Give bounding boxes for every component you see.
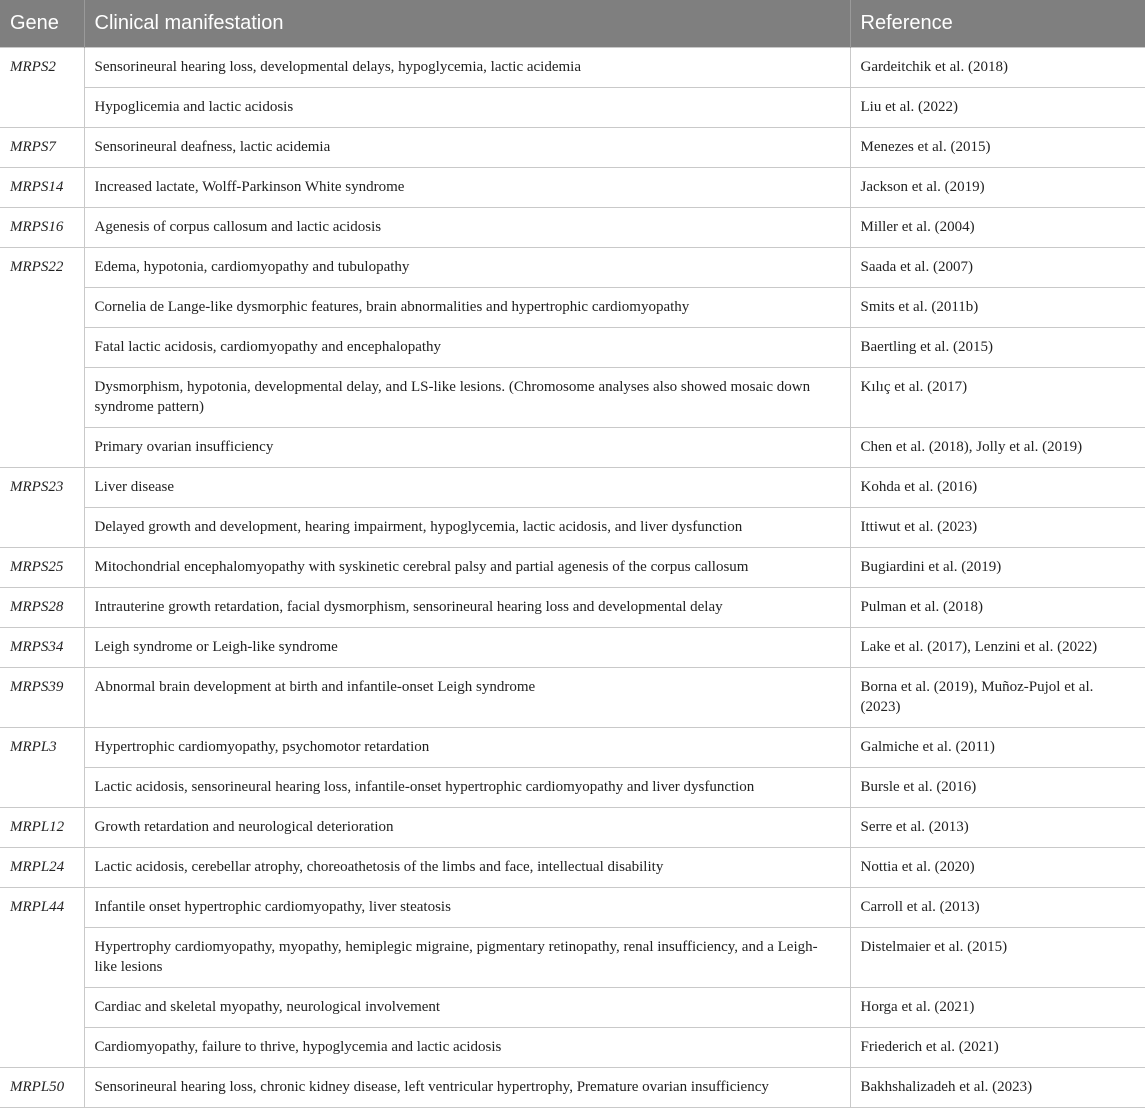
manifestation-cell: Agenesis of corpus callosum and lactic acidosis [84, 208, 850, 248]
manifestation-cell: Delayed growth and development, hearing impairment, hypoglycemia, lactic acidosis, and liver dysfunction [84, 508, 850, 548]
reference-cell: Carroll et al. (2013) [850, 888, 1145, 928]
reference-cell: Liu et al. (2022) [850, 88, 1145, 128]
table-row [0, 468, 1145, 508]
gene-cell: MRPL24 [0, 848, 84, 888]
gene-cell: MRPS16 [0, 208, 84, 248]
gene-cell: MRPS25 [0, 548, 84, 588]
gene-cell: MRPS14 [0, 168, 84, 208]
table-row [0, 48, 1145, 88]
manifestation-cell: Growth retardation and neurological deterioration [84, 808, 850, 848]
gene-cell: MRPS23 [0, 468, 84, 548]
manifestation-cell: Lactic acidosis, sensorineural hearing loss, infantile-onset hypertrophic cardiomyopathy and liver dysfunction [84, 768, 850, 808]
manifestation-cell: Infantile onset hypertrophic cardiomyopathy, liver steatosis [84, 888, 850, 928]
table-row [0, 428, 1145, 468]
gene-cell: MRPS28 [0, 588, 84, 628]
manifestation-cell: Leigh syndrome or Leigh-like syndrome [84, 628, 850, 668]
manifestation-cell: Hypertrophic cardiomyopathy, psychomotor retardation [84, 728, 850, 768]
manifestation-cell: Abnormal brain development at birth and infantile-onset Leigh syndrome [84, 668, 850, 728]
reference-cell: Ittiwut et al. (2023) [850, 508, 1145, 548]
reference-cell: Bakhshalizadeh et al. (2023) [850, 1068, 1145, 1108]
table-row [0, 988, 1145, 1028]
table-row [0, 728, 1145, 768]
gene-cell: MRPL3 [0, 728, 84, 808]
manifestation-cell: Lactic acidosis, cerebellar atrophy, choreoathetosis of the limbs and face, intellectual disability [84, 848, 850, 888]
gene-cell: MRPL50 [0, 1068, 84, 1108]
manifestation-cell: Hypertrophy cardiomyopathy, myopathy, hemiplegic migraine, pigmentary retinopathy, renal insufficiency, and a Leigh-like lesions [84, 928, 850, 988]
gene-cell: MRPS34 [0, 628, 84, 668]
table-row [0, 288, 1145, 328]
manifestation-cell: Sensorineural deafness, lactic acidemia [84, 128, 850, 168]
gene-cell: MRPS7 [0, 128, 84, 168]
gene-cell: MRPL12 [0, 808, 84, 848]
table-row [0, 588, 1145, 628]
reference-cell: Bursle et al. (2016) [850, 768, 1145, 808]
table-row [0, 168, 1145, 208]
reference-cell: Menezes et al. (2015) [850, 128, 1145, 168]
table-row [0, 368, 1145, 428]
manifestation-cell: Hypoglicemia and lactic acidosis [84, 88, 850, 128]
table-row [0, 768, 1145, 808]
reference-cell: Saada et al. (2007) [850, 248, 1145, 288]
reference-cell: Jackson et al. (2019) [850, 168, 1145, 208]
table-row [0, 668, 1145, 728]
header-clinical-manifestation: Clinical manifestation [84, 0, 850, 48]
manifestation-cell: Edema, hypotonia, cardiomyopathy and tubulopathy [84, 248, 850, 288]
reference-cell: Bugiardini et al. (2019) [850, 548, 1145, 588]
header-row [0, 0, 1145, 48]
table-row [0, 928, 1145, 988]
table-row [0, 88, 1145, 128]
reference-cell: Pulman et al. (2018) [850, 588, 1145, 628]
reference-cell: Gardeitchik et al. (2018) [850, 48, 1145, 88]
header-gene: Gene [0, 0, 84, 48]
table-row [0, 808, 1145, 848]
gene-cell: MRPS39 [0, 668, 84, 728]
table-row [0, 328, 1145, 368]
manifestation-cell: Dysmorphism, hypotonia, developmental delay, and LS-like lesions. (Chromosome analyses also showed mosaic down syndrome pattern) [84, 368, 850, 428]
manifestation-cell: Cardiac and skeletal myopathy, neurological involvement [84, 988, 850, 1028]
reference-cell: Lake et al. (2017), Lenzini et al. (2022) [850, 628, 1145, 668]
table-row [0, 1028, 1145, 1068]
reference-cell: Miller et al. (2004) [850, 208, 1145, 248]
manifestation-cell: Fatal lactic acidosis, cardiomyopathy and encephalopathy [84, 328, 850, 368]
reference-cell: Kohda et al. (2016) [850, 468, 1145, 508]
table-row [0, 248, 1145, 288]
manifestation-cell: Cornelia de Lange-like dysmorphic features, brain abnormalities and hypertrophic cardiomyopathy [84, 288, 850, 328]
reference-cell: Baertling et al. (2015) [850, 328, 1145, 368]
manifestation-cell: Intrauterine growth retardation, facial dysmorphism, sensorineural hearing loss and developmental delay [84, 588, 850, 628]
table-row [0, 628, 1145, 668]
gene-cell: MRPS22 [0, 248, 84, 468]
reference-cell: Serre et al. (2013) [850, 808, 1145, 848]
table-row [0, 848, 1145, 888]
manifestation-cell: Sensorineural hearing loss, chronic kidney disease, left ventricular hypertrophy, Premature ovarian insufficiency [84, 1068, 850, 1108]
manifestation-cell: Sensorineural hearing loss, developmental delays, hypoglycemia, lactic acidemia [84, 48, 850, 88]
table-row [0, 508, 1145, 548]
gene-cell: MRPL44 [0, 888, 84, 1068]
table-body [0, 48, 1145, 1108]
manifestation-cell: Increased lactate, Wolff-Parkinson White syndrome [84, 168, 850, 208]
manifestation-cell: Mitochondrial encephalomyopathy with syskinetic cerebral palsy and partial agenesis of the corpus callosum [84, 548, 850, 588]
reference-cell: Smits et al. (2011b) [850, 288, 1145, 328]
reference-cell: Distelmaier et al. (2015) [850, 928, 1145, 988]
manifestation-cell: Liver disease [84, 468, 850, 508]
header-reference: Reference [850, 0, 1145, 48]
gene-cell: MRPS2 [0, 48, 84, 128]
table-row [0, 548, 1145, 588]
table-header [0, 0, 1145, 48]
reference-cell: Chen et al. (2018), Jolly et al. (2019) [850, 428, 1145, 468]
reference-cell: Nottia et al. (2020) [850, 848, 1145, 888]
reference-cell: Borna et al. (2019), Muñoz-Pujol et al. (2023) [850, 668, 1145, 728]
table-row [0, 208, 1145, 248]
manifestation-cell: Primary ovarian insufficiency [84, 428, 850, 468]
reference-cell: Friederich et al. (2021) [850, 1028, 1145, 1068]
manifestation-cell: Cardiomyopathy, failure to thrive, hypoglycemia and lactic acidosis [84, 1028, 850, 1068]
reference-cell: Horga et al. (2021) [850, 988, 1145, 1028]
reference-cell: Galmiche et al. (2011) [850, 728, 1145, 768]
reference-cell: Kılıç et al. (2017) [850, 368, 1145, 428]
table-row [0, 128, 1145, 168]
table-row [0, 888, 1145, 928]
table-row [0, 1068, 1145, 1108]
